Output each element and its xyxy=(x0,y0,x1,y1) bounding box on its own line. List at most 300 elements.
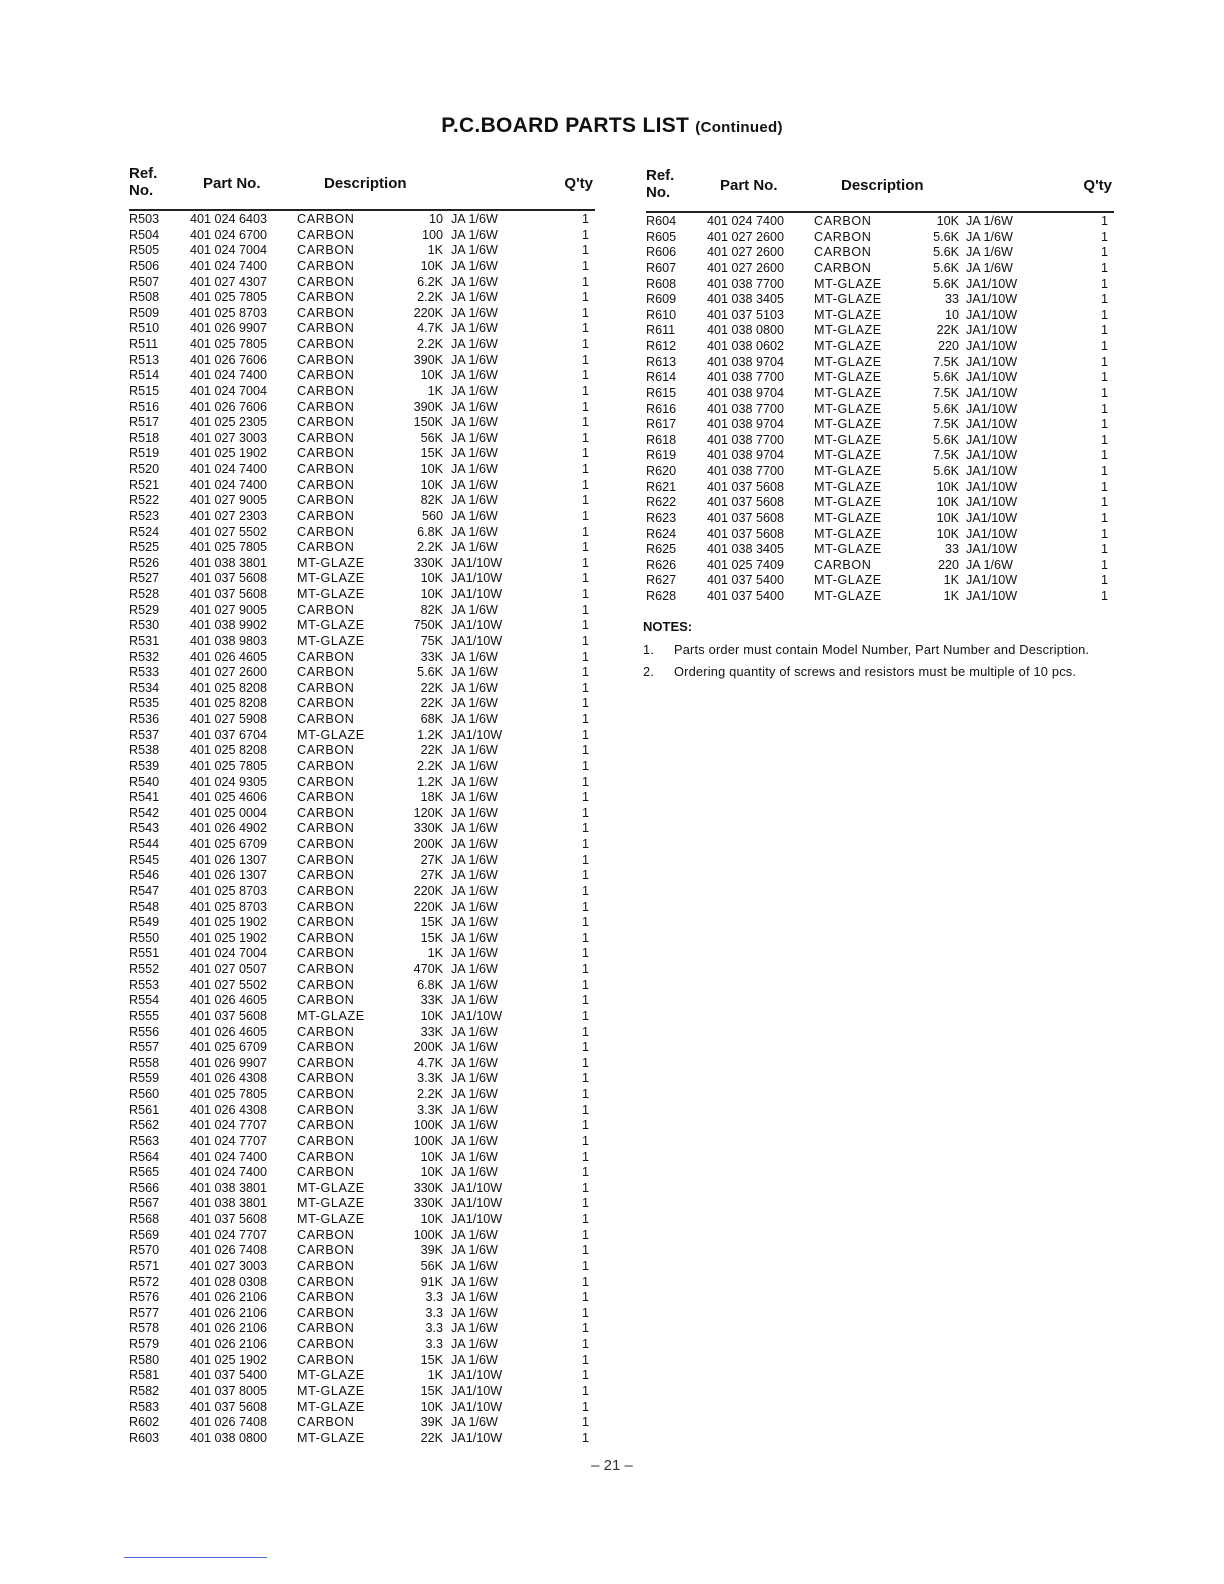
cell-value: 220 xyxy=(937,557,959,572)
table-row xyxy=(129,1040,595,1056)
cell-ref: R525 xyxy=(129,540,160,555)
cell-value: 10K xyxy=(420,1008,443,1023)
header-part-no: Part No. xyxy=(203,175,261,192)
cell-part-no: 401 027 5908 xyxy=(190,712,268,726)
cell-qty: 1 xyxy=(581,915,589,930)
cell-part-no: 401 038 7700 xyxy=(707,370,785,385)
cell-description: CARBON xyxy=(297,868,355,883)
table-row xyxy=(129,1181,595,1197)
cell-description: MT-GLAZE xyxy=(297,1399,365,1414)
cell-value: 330K xyxy=(413,821,443,836)
cell-ref: R530 xyxy=(129,618,160,633)
table-row xyxy=(129,962,595,978)
cell-qty: 1 xyxy=(581,852,589,867)
cell-ref: R544 xyxy=(129,837,160,851)
cell-description: CARBON xyxy=(297,337,355,351)
header-description: Description xyxy=(324,175,407,192)
table-row xyxy=(129,384,595,400)
cell-description: CARBON xyxy=(297,430,355,445)
cell-value: 150K xyxy=(413,415,443,430)
cell-rating: JA1/10W xyxy=(966,448,1018,463)
cell-rating: JA 1/6W xyxy=(451,758,498,773)
table-row xyxy=(646,339,1114,355)
cell-ref: R528 xyxy=(129,587,160,601)
cell-description: MT-GLAZE xyxy=(814,307,882,322)
cell-ref: R569 xyxy=(129,1227,160,1242)
cell-value: 33 xyxy=(944,292,959,307)
cell-part-no: 401 025 8703 xyxy=(190,883,268,898)
cell-ref: R624 xyxy=(646,526,677,541)
cell-part-no: 401 037 5400 xyxy=(707,589,785,603)
cell-description: CARBON xyxy=(297,1055,355,1070)
cell-ref: R522 xyxy=(129,493,160,508)
cell-value: 15K xyxy=(420,446,443,461)
cell-value: 27K xyxy=(420,868,443,883)
cell-ref: R621 xyxy=(646,479,677,494)
cell-qty: 1 xyxy=(581,1368,589,1383)
cell-rating: JA 1/6W xyxy=(451,977,498,992)
cell-ref: R559 xyxy=(129,1071,160,1086)
cell-qty: 1 xyxy=(581,962,589,976)
table-row xyxy=(129,571,595,587)
cell-qty: 1 xyxy=(1100,417,1108,432)
table-row xyxy=(129,884,595,900)
table-row xyxy=(646,573,1114,589)
cell-value: 10 xyxy=(428,212,443,226)
cell-part-no: 401 025 6709 xyxy=(190,837,268,851)
cell-ref: R616 xyxy=(646,401,677,416)
cell-description: CARBON xyxy=(297,602,355,617)
cell-rating: JA 1/6W xyxy=(966,260,1013,275)
cell-ref: R540 xyxy=(129,774,160,789)
cell-value: 5.6K xyxy=(933,229,959,244)
cell-qty: 1 xyxy=(1100,385,1108,400)
footer-rule xyxy=(124,1557,267,1558)
cell-qty: 1 xyxy=(581,212,589,226)
cell-description: CARBON xyxy=(297,743,355,758)
cell-qty: 1 xyxy=(581,227,589,242)
cell-value: 3.3 xyxy=(425,1305,443,1320)
cell-value: 7.5K xyxy=(933,417,959,432)
cell-value: 18K xyxy=(420,790,443,805)
table-row xyxy=(129,525,595,541)
cell-rating: JA 1/6W xyxy=(451,1258,498,1273)
cell-value: 68K xyxy=(420,712,443,726)
table-row xyxy=(129,1196,595,1212)
cell-rating: JA1/10W xyxy=(966,495,1018,510)
cell-part-no: 401 027 0507 xyxy=(190,962,268,976)
cell-ref: R563 xyxy=(129,1133,160,1148)
cell-qty: 1 xyxy=(581,462,589,476)
table-row xyxy=(129,650,595,666)
cell-rating: JA 1/6W xyxy=(451,649,498,664)
table-row xyxy=(129,493,595,509)
cell-ref: R514 xyxy=(129,368,160,383)
cell-rating: JA 1/6W xyxy=(451,1102,498,1117)
cell-value: 1K xyxy=(427,946,443,961)
cell-qty: 1 xyxy=(581,274,589,289)
cell-value: 10K xyxy=(420,587,443,601)
cell-rating: JA 1/6W xyxy=(451,430,498,445)
table-row xyxy=(129,775,595,791)
table-row xyxy=(646,511,1114,527)
cell-qty: 1 xyxy=(581,337,589,351)
cell-qty: 1 xyxy=(1100,510,1108,525)
cell-description: CARBON xyxy=(297,821,355,836)
cell-description: MT-GLAZE xyxy=(297,555,365,570)
cell-description: MT-GLAZE xyxy=(814,385,882,400)
cell-qty: 1 xyxy=(581,524,589,539)
cell-value: 39K xyxy=(420,1243,443,1258)
cell-rating: JA 1/6W xyxy=(451,212,498,226)
cell-ref: R571 xyxy=(129,1258,160,1273)
cell-ref: R547 xyxy=(129,883,160,898)
cell-ref: R517 xyxy=(129,415,160,430)
cell-value: 10K xyxy=(420,462,443,476)
table-row xyxy=(646,386,1114,402)
cell-ref: R627 xyxy=(646,573,677,588)
header-ref xyxy=(646,167,674,201)
cell-part-no: 401 038 9902 xyxy=(190,618,268,633)
cell-rating: JA1/10W xyxy=(451,1368,503,1383)
cell-part-no: 401 025 1902 xyxy=(190,1352,268,1367)
cell-rating: JA 1/6W xyxy=(966,214,1013,228)
cell-ref: R568 xyxy=(129,1212,160,1226)
cell-rating: JA 1/6W xyxy=(451,743,498,758)
cell-description: CARBON xyxy=(297,665,355,680)
cell-qty: 1 xyxy=(1100,464,1108,478)
table-row xyxy=(646,214,1114,230)
cell-value: 330K xyxy=(413,555,443,570)
cell-value: 10K xyxy=(936,479,959,494)
table-row xyxy=(129,1353,595,1369)
cell-value: 5.6K xyxy=(933,432,959,447)
cell-ref: R506 xyxy=(129,258,160,273)
cell-value: 3.3K xyxy=(417,1071,443,1086)
cell-value: 33K xyxy=(420,649,443,664)
table-row xyxy=(129,978,595,994)
cell-ref: R580 xyxy=(129,1352,160,1367)
cell-part-no: 401 026 9907 xyxy=(190,321,268,336)
cell-rating: JA 1/6W xyxy=(451,508,498,523)
cell-value: 2.2K xyxy=(417,758,443,773)
cell-part-no: 401 025 0004 xyxy=(190,805,268,820)
cell-qty: 1 xyxy=(581,618,589,633)
parts-table-left xyxy=(129,165,595,1446)
cell-value: 82K xyxy=(420,493,443,508)
cell-rating: JA 1/6W xyxy=(451,790,498,805)
cell-part-no: 401 025 1902 xyxy=(190,446,268,461)
cell-rating: JA 1/6W xyxy=(451,446,498,461)
cell-description: CARBON xyxy=(297,883,355,898)
cell-qty: 1 xyxy=(581,696,589,711)
cell-ref: R558 xyxy=(129,1055,160,1070)
header-qty: Q'ty xyxy=(1083,177,1112,194)
cell-value: 6.8K xyxy=(417,524,443,539)
cell-part-no: 401 026 2106 xyxy=(190,1321,268,1336)
cell-qty: 1 xyxy=(581,868,589,883)
cell-part-no: 401 037 5400 xyxy=(707,573,785,588)
table-row xyxy=(646,417,1114,433)
cell-description: CARBON xyxy=(297,258,355,273)
cell-rating: JA1/10W xyxy=(451,1383,503,1398)
cell-part-no: 401 038 7700 xyxy=(707,464,785,478)
cell-rating: JA1/10W xyxy=(966,354,1018,369)
cell-part-no: 401 026 2106 xyxy=(190,1290,268,1305)
cell-description: CARBON xyxy=(297,899,355,914)
cell-rating: JA1/10W xyxy=(451,1399,503,1414)
cell-value: 10K xyxy=(420,258,443,273)
cell-part-no: 401 038 0800 xyxy=(707,323,785,338)
cell-rating: JA 1/6W xyxy=(451,368,498,383)
cell-description: CARBON xyxy=(297,274,355,289)
table-row xyxy=(646,292,1114,308)
cell-part-no: 401 027 9005 xyxy=(190,602,268,617)
cell-ref: R620 xyxy=(646,464,677,478)
cell-description: MT-GLAZE xyxy=(814,292,882,307)
table-row xyxy=(129,1103,595,1119)
table-row xyxy=(129,478,595,494)
table-row xyxy=(646,433,1114,449)
cell-description: CARBON xyxy=(814,260,872,275)
cell-ref: R539 xyxy=(129,758,160,773)
cell-part-no: 401 037 5608 xyxy=(190,587,268,601)
cell-qty: 1 xyxy=(581,290,589,305)
cell-part-no: 401 024 6403 xyxy=(190,212,268,226)
table-row xyxy=(646,245,1114,261)
cell-ref: R529 xyxy=(129,602,160,617)
table-row xyxy=(129,415,595,431)
cell-value: 10K xyxy=(420,571,443,586)
cell-description: MT-GLAZE xyxy=(814,526,882,541)
table-row xyxy=(129,1087,595,1103)
table-row xyxy=(129,1056,595,1072)
cell-rating: JA1/10W xyxy=(966,526,1018,541)
cell-rating: JA 1/6W xyxy=(451,227,498,242)
cell-qty: 1 xyxy=(581,258,589,273)
cell-ref: R550 xyxy=(129,930,160,945)
cell-ref: R612 xyxy=(646,339,677,353)
table-row xyxy=(129,634,595,650)
cell-qty: 1 xyxy=(581,571,589,586)
table-row xyxy=(129,1259,595,1275)
cell-qty: 1 xyxy=(581,727,589,742)
cell-qty: 1 xyxy=(581,477,589,492)
cell-ref: R617 xyxy=(646,417,677,432)
cell-value: 3.3 xyxy=(425,1337,443,1351)
cell-qty: 1 xyxy=(581,493,589,508)
cell-value: 5.6K xyxy=(933,276,959,291)
note-item xyxy=(643,642,1113,658)
cell-part-no: 401 024 7400 xyxy=(190,258,268,273)
table-row xyxy=(129,321,595,337)
cell-part-no: 401 037 5608 xyxy=(190,1399,268,1414)
cell-description: MT-GLAZE xyxy=(814,510,882,525)
table-row xyxy=(129,712,595,728)
cell-part-no: 401 037 5608 xyxy=(707,526,785,541)
cell-part-no: 401 026 2106 xyxy=(190,1337,268,1351)
cell-part-no: 401 025 2305 xyxy=(190,415,268,430)
cell-part-no: 401 038 3405 xyxy=(707,292,785,307)
cell-part-no: 401 025 4606 xyxy=(190,790,268,805)
cell-rating: JA 1/6W xyxy=(966,245,1013,260)
cell-rating: JA 1/6W xyxy=(451,305,498,320)
cell-value: 3.3K xyxy=(417,1102,443,1117)
cell-ref: R615 xyxy=(646,385,677,400)
cell-value: 1K xyxy=(427,383,443,398)
cell-part-no: 401 026 7606 xyxy=(190,399,268,414)
cell-value: 3.3 xyxy=(425,1321,443,1336)
cell-value: 10K xyxy=(420,1165,443,1180)
cell-rating: JA 1/6W xyxy=(451,1071,498,1086)
cell-value: 7.5K xyxy=(933,385,959,400)
cell-rating: JA1/10W xyxy=(451,1212,503,1226)
cell-part-no: 401 038 9704 xyxy=(707,448,785,463)
table-row xyxy=(129,821,595,837)
cell-value: 330K xyxy=(413,1196,443,1211)
cell-qty: 1 xyxy=(581,1290,589,1305)
cell-qty: 1 xyxy=(581,649,589,664)
cell-part-no: 401 025 8703 xyxy=(190,899,268,914)
cell-rating: JA1/10W xyxy=(966,464,1018,478)
cell-part-no: 401 027 3003 xyxy=(190,430,268,445)
table-header xyxy=(646,167,1114,211)
cell-rating: JA1/10W xyxy=(966,432,1018,447)
cell-value: 7.5K xyxy=(933,354,959,369)
table-row xyxy=(129,556,595,572)
cell-rating: JA 1/6W xyxy=(451,868,498,883)
cell-ref: R557 xyxy=(129,1040,160,1055)
cell-rating: JA1/10W xyxy=(451,555,503,570)
cell-description: CARBON xyxy=(297,446,355,461)
cell-value: 82K xyxy=(420,602,443,617)
cell-description: CARBON xyxy=(297,915,355,930)
cell-part-no: 401 027 2600 xyxy=(707,245,785,260)
cell-value: 1K xyxy=(427,1368,443,1383)
cell-value: 330K xyxy=(413,1180,443,1195)
cell-description: CARBON xyxy=(297,493,355,508)
cell-part-no: 401 038 0602 xyxy=(707,339,785,353)
cell-ref: R566 xyxy=(129,1180,160,1195)
cell-value: 1.2K xyxy=(417,774,443,789)
table-row xyxy=(129,1071,595,1087)
cell-description: CARBON xyxy=(297,712,355,726)
cell-description: CARBON xyxy=(297,1243,355,1258)
cell-rating: JA1/10W xyxy=(966,339,1018,353)
cell-description: MT-GLAZE xyxy=(814,495,882,510)
table-row xyxy=(646,558,1114,574)
cell-value: 22K xyxy=(420,743,443,758)
cell-value: 5.6K xyxy=(933,401,959,416)
table-row xyxy=(129,290,595,306)
cell-qty: 1 xyxy=(1100,573,1108,588)
cell-qty: 1 xyxy=(581,1212,589,1226)
cell-description: MT-GLAZE xyxy=(814,401,882,416)
cell-ref: R623 xyxy=(646,510,677,525)
cell-value: 22K xyxy=(420,696,443,711)
cell-rating: JA 1/6W xyxy=(451,399,498,414)
cell-description: CARBON xyxy=(297,1149,355,1164)
cell-rating: JA 1/6W xyxy=(451,1149,498,1164)
table-row xyxy=(129,1415,595,1431)
cell-qty: 1 xyxy=(1100,260,1108,275)
cell-description: CARBON xyxy=(297,1337,355,1351)
title-main: P.C.BOARD PARTS LIST xyxy=(441,114,690,137)
cell-description: CARBON xyxy=(297,1352,355,1367)
cell-ref: R505 xyxy=(129,243,160,258)
cell-value: 200K xyxy=(413,837,443,851)
cell-qty: 1 xyxy=(1100,432,1108,447)
cell-description: MT-GLAZE xyxy=(297,571,365,586)
cell-value: 2.2K xyxy=(417,290,443,305)
cell-part-no: 401 038 3405 xyxy=(707,542,785,557)
cell-qty: 1 xyxy=(581,665,589,680)
cell-rating: JA 1/6W xyxy=(451,524,498,539)
cell-rating: JA1/10W xyxy=(451,618,503,633)
cell-rating: JA 1/6W xyxy=(451,462,498,476)
cell-value: 10K xyxy=(420,368,443,383)
cell-value: 56K xyxy=(420,430,443,445)
page-number: – 21 – xyxy=(591,1457,633,1474)
cell-description: MT-GLAZE xyxy=(297,1008,365,1023)
cell-part-no: 401 024 7707 xyxy=(190,1227,268,1242)
table-row xyxy=(129,1400,595,1416)
cell-description: CARBON xyxy=(297,540,355,555)
cell-value: 10K xyxy=(936,214,959,228)
cell-value: 33 xyxy=(944,542,959,557)
cell-rating: JA 1/6W xyxy=(451,337,498,351)
table-row xyxy=(129,1025,595,1041)
cell-description: CARBON xyxy=(297,993,355,1008)
cell-ref: R628 xyxy=(646,589,677,603)
cell-description: CARBON xyxy=(297,1258,355,1273)
cell-qty: 1 xyxy=(581,1180,589,1195)
cell-qty: 1 xyxy=(581,368,589,383)
cell-value: 22K xyxy=(936,323,959,338)
cell-part-no: 401 024 7004 xyxy=(190,383,268,398)
cell-qty: 1 xyxy=(581,1243,589,1258)
cell-part-no: 401 038 0800 xyxy=(190,1430,268,1445)
cell-part-no: 401 025 6709 xyxy=(190,1040,268,1055)
cell-value: 220K xyxy=(413,899,443,914)
cell-description: MT-GLAZE xyxy=(814,370,882,385)
cell-qty: 1 xyxy=(581,1399,589,1414)
cell-value: 15K xyxy=(420,1383,443,1398)
cell-qty: 1 xyxy=(581,446,589,461)
cell-ref: R536 xyxy=(129,712,160,726)
cell-qty: 1 xyxy=(581,1321,589,1336)
cell-description: CARBON xyxy=(297,1024,355,1039)
cell-part-no: 401 025 8208 xyxy=(190,680,268,695)
cell-value: 10K xyxy=(420,1399,443,1414)
cell-ref: R537 xyxy=(129,727,160,742)
note-number: 2. xyxy=(643,664,655,679)
cell-description: CARBON xyxy=(297,290,355,305)
cell-description: CARBON xyxy=(297,212,355,226)
header-ref-line2: No. xyxy=(646,184,671,201)
cell-qty: 1 xyxy=(1100,354,1108,369)
table-row xyxy=(129,243,595,259)
table-row xyxy=(129,1118,595,1134)
cell-ref: R508 xyxy=(129,290,160,305)
cell-qty: 1 xyxy=(581,993,589,1008)
cell-qty: 1 xyxy=(581,555,589,570)
cell-rating: JA 1/6W xyxy=(451,774,498,789)
cell-qty: 1 xyxy=(581,1430,589,1445)
cell-description: CARBON xyxy=(297,1227,355,1242)
cell-value: 100K xyxy=(413,1133,443,1148)
table-row xyxy=(129,681,595,697)
